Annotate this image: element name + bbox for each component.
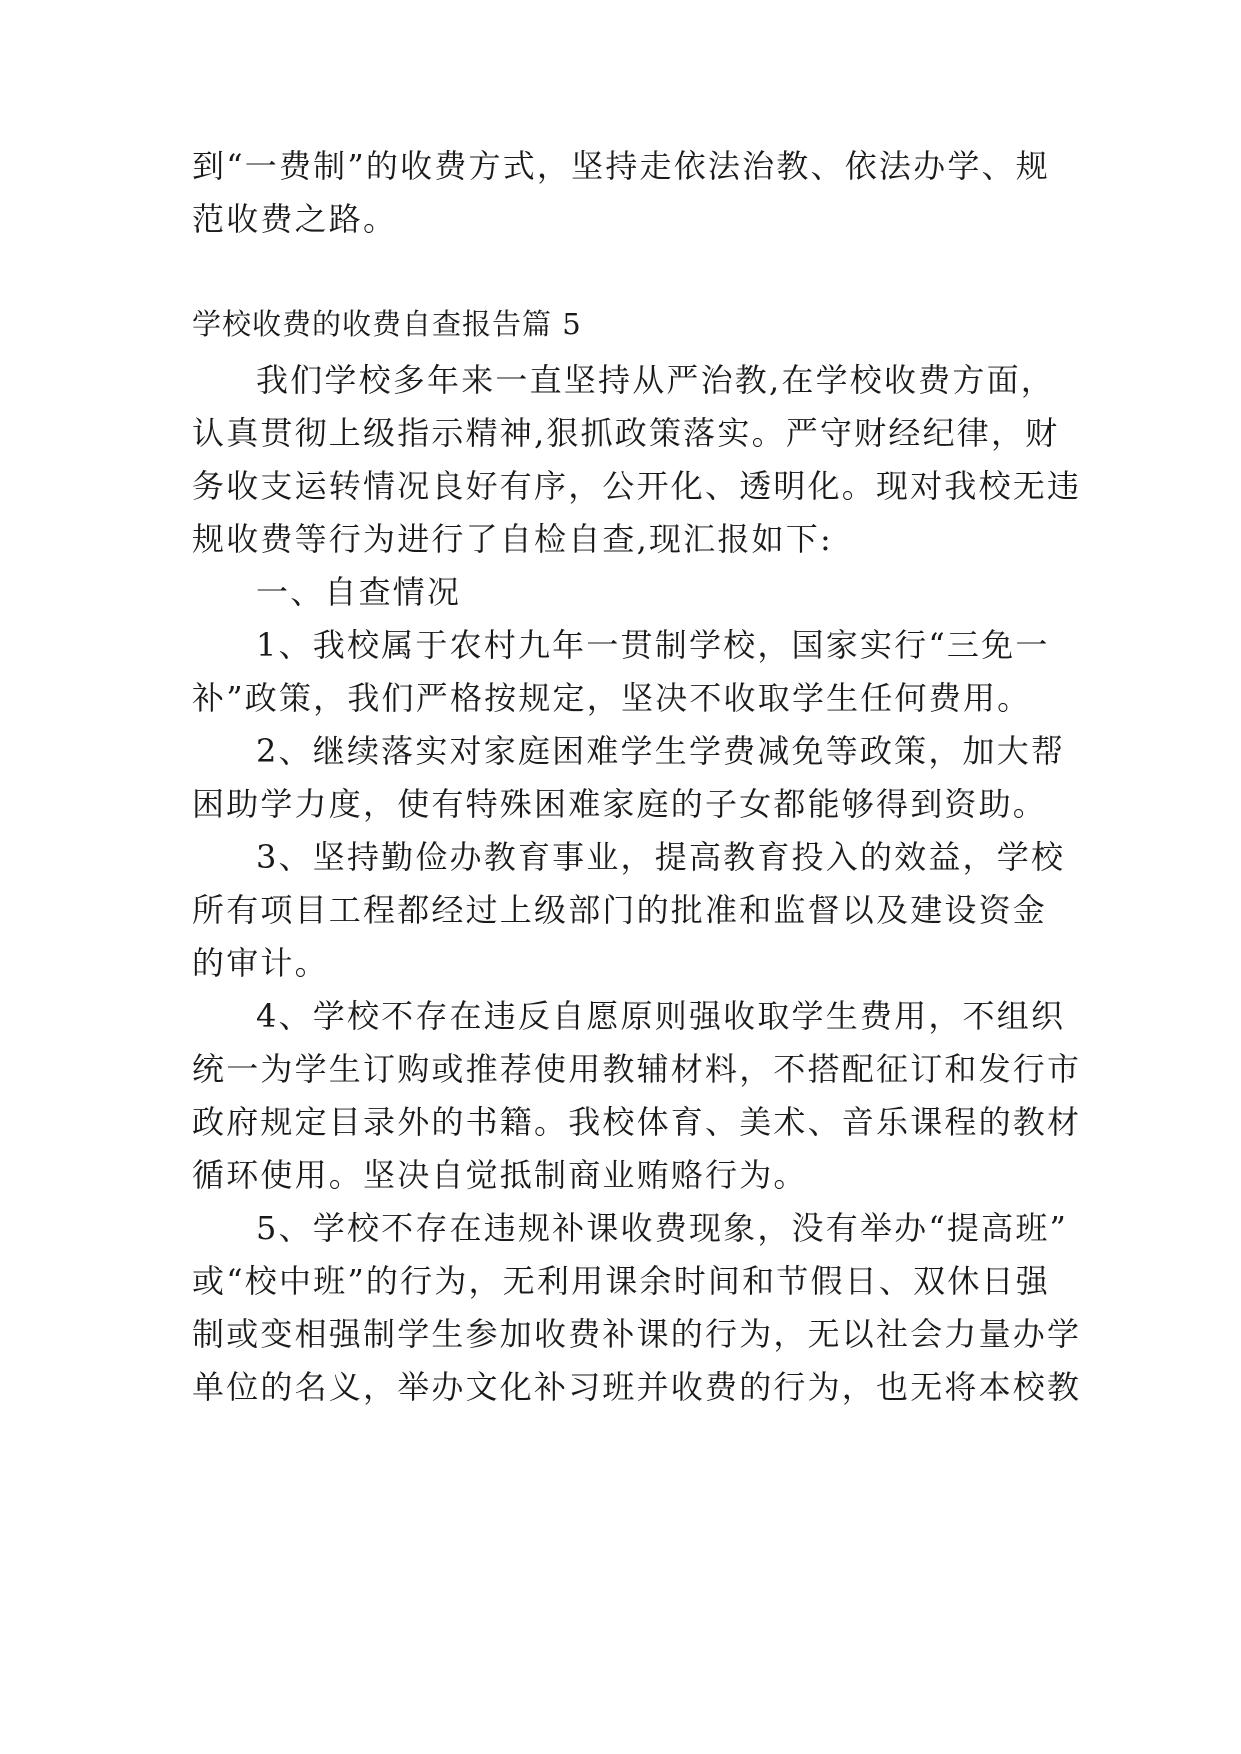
text-line: 困助学力度，使有特殊困难家庭的子女都能够得到资助。 xyxy=(192,785,1048,823)
text-line: 政府规定目录外的书籍。我校体育、美术、音乐课程的教材 xyxy=(192,1103,1082,1141)
text-line: 范收费之路。 xyxy=(192,200,398,238)
document-page xyxy=(192,0,1082,1754)
text-line: 务收支运转情况良好有序，公开化、透明化。现对我校无违 xyxy=(192,467,1082,505)
text-line: 单位的名义，举办文化补习班并收费的行为，也无将本校教 xyxy=(192,1368,1082,1406)
text-line: 3、坚持勤俭办教育事业，提高教育投入的效益，学校 xyxy=(256,838,1066,876)
subheading: 一、自查情况 xyxy=(256,573,462,611)
text-line: 的审计。 xyxy=(192,944,329,982)
text-line: 统一为学生订购或推荐使用教辅材料，不搭配征订和发行市 xyxy=(192,1050,1082,1088)
text-line: 补”政策，我们严格按规定，坚决不收取学生任何费用。 xyxy=(192,679,1032,717)
text-line: 循环使用。坚决自觉抵制商业贿赂行为。 xyxy=(192,1156,808,1194)
text-line: 所有项目工程都经过上级部门的批准和监督以及建设资金 xyxy=(192,891,1048,929)
text-line: 或“校中班”的行为，无利用课余时间和节假日、双休日强 xyxy=(192,1262,1050,1300)
text-line: 制或变相强制学生参加收费补课的行为，无以社会力量办学 xyxy=(192,1315,1082,1353)
text-line: 认真贯彻上级指示精神,狠抓政策落实。严守财经纪律，财 xyxy=(192,414,1060,452)
section-heading: 学校收费的收费自查报告篇 5 xyxy=(192,307,582,341)
text-line: 我们学校多年来一直坚持从严治教,在学校收费方面， xyxy=(256,361,1055,399)
text-line: 到“一费制”的收费方式，坚持走依法治教、依法办学、规 xyxy=(192,147,1050,185)
text-line: 5、学校不存在违规补课收费现象，没有举办“提高班” xyxy=(256,1209,1069,1247)
text-line: 4、学校不存在违反自愿原则强收取学生费用，不组织 xyxy=(256,997,1066,1035)
text-line: 1、我校属于农村九年一贯制学校，国家实行“三免一 xyxy=(256,626,1050,664)
text-line: 2、继续落实对家庭困难学生学费减免等政策，加大帮 xyxy=(256,732,1066,770)
text-line: 规收费等行为进行了自检自查,现汇报如下: xyxy=(192,520,833,558)
